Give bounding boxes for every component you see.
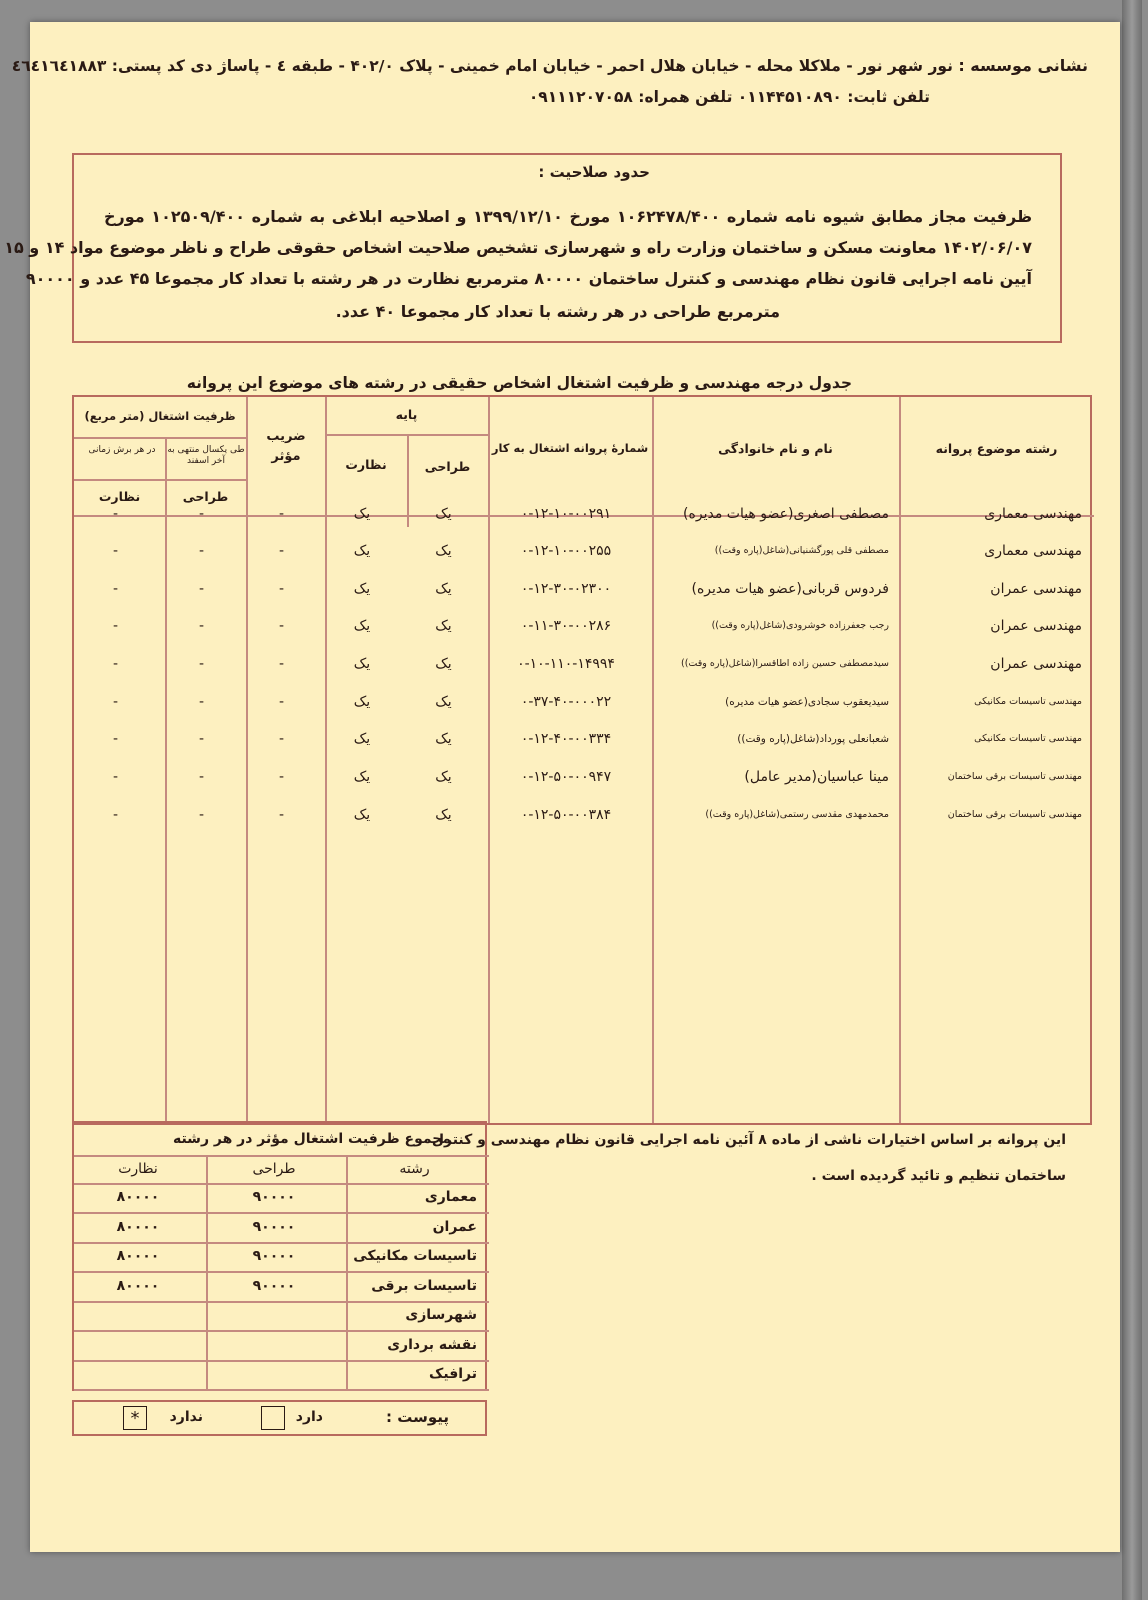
cell-field: مهندسی تاسیسات برقی ساختمان: [947, 771, 1082, 782]
table-row: [74, 687, 1090, 717]
address-line: [12, 56, 1088, 75]
summary-col-design: طراحی: [252, 1161, 296, 1177]
limits-title: حدود صلاحیت :: [538, 163, 650, 181]
attachment-has-label: دارد: [295, 1409, 323, 1425]
cell-design: یک: [435, 656, 452, 672]
summary-cell-supervision: ۸۰۰۰۰: [116, 1189, 160, 1205]
cell-coef: -: [278, 543, 285, 559]
summary-row: [74, 1301, 485, 1329]
cell-name: مینا عباسیان(مدیر عامل): [744, 769, 889, 785]
cell-cap-supervision: -: [112, 618, 119, 634]
attachment-has-checkbox[interactable]: [261, 1406, 285, 1430]
summary-cell-field: ترافیک: [429, 1366, 477, 1382]
header-grade: پایه: [395, 407, 418, 422]
table-row: [74, 499, 1090, 529]
cell-design: یک: [435, 543, 452, 559]
license-page: [4, 22, 1120, 1552]
header-license: شمارۀ پروانه اشتغال به کار: [491, 441, 649, 455]
cell-supervision: یک: [353, 506, 371, 522]
cell-license: ۰-۱۲-۳۰-۰۲۳۰۰: [520, 581, 612, 597]
cell-name: مصطفی قلی پورگشنیانی(شاغل(پاره وقت)): [714, 545, 889, 556]
table-row: [74, 536, 1090, 566]
summary-cell-design: ۹۰۰۰۰: [252, 1277, 296, 1294]
cell-name: سیدیعقوب سجادی(عضو هیات مدیره): [725, 696, 889, 708]
cell-cap-design: -: [198, 731, 205, 747]
cell-cap-supervision: -: [112, 656, 119, 672]
cell-coef: -: [278, 506, 285, 522]
header-coef: ضریب مؤثر: [266, 429, 306, 464]
cell-cap-supervision: -: [112, 807, 119, 823]
phone-line: [529, 88, 930, 106]
cell-license: ۰-۱۰-۱۱۰-۱۴۹۹۴: [517, 656, 615, 672]
summary-cell-field: تاسیسات برقی: [371, 1277, 477, 1294]
cell-coef: -: [278, 807, 285, 823]
cell-field: مهندسی معماری: [984, 543, 1082, 559]
engineers-table: [72, 395, 1092, 1125]
header-field: رشته موضوع پروانه: [935, 441, 1058, 456]
summary-cell-design: [204, 1331, 344, 1359]
note-line-2: ساختمان تنظیم و تائید گردیده است .: [811, 1168, 1066, 1184]
cell-cap-design: -: [198, 581, 205, 597]
cell-license: ۰-۱۲-۱۰-۰۰۲۹۱: [520, 506, 612, 522]
summary-cell-field: عمران: [432, 1218, 477, 1235]
table-row: [74, 724, 1090, 754]
cell-coef: -: [278, 618, 285, 634]
limits-line-1: ظرفیت مجاز مطابق شیوه نامه شماره ۱۰۶۲۴۷۸/۴۰۰ مورخ ۱۳۹۹/۱۲/۱۰ و اصلاحیه ابلاغی به شماره ۱۰۲۵۰۹/۴۰۰ مورخ: [104, 207, 1033, 226]
cell-cap-design: -: [198, 543, 205, 559]
summary-col-supervision: نظارت: [118, 1161, 158, 1177]
phone-value: ۰۱۱۴۴۵۱۰۸۹۰: [737, 88, 842, 106]
address-label: نشانی موسسه :: [958, 56, 1088, 75]
summary-header-row: [74, 1155, 485, 1183]
summary-cell-supervision: [72, 1360, 204, 1388]
summary-cell-field: شهرسازی: [405, 1307, 477, 1323]
cell-supervision: یک: [353, 694, 371, 710]
cell-license: ۰-۱۱-۳۰-۰۰۲۸۶: [520, 618, 612, 634]
cell-coef: -: [278, 731, 285, 747]
cell-name: محمدمهدی مقدسی رستمی(شاغل(پاره وقت)): [705, 809, 889, 820]
summary-row: [74, 1331, 485, 1359]
summary-row: [74, 1183, 485, 1211]
cell-coef: -: [278, 581, 285, 597]
cell-supervision: یک: [353, 807, 371, 823]
address-text: نور شهر نور - ملاکلا محله - خیابان هلال احمر - خیابان امام خمینی - پلاک ۴۰۲/۰ - طبقه ٤ - پاساژ دی کد پستی: ٤٦٤١٦٤١٨٨٣: [11, 57, 953, 75]
summary-cell-design: [204, 1301, 344, 1329]
cell-name: شعبانعلی پورداد(شاغل(پاره وقت)): [737, 733, 889, 745]
cell-name: رجب جعفرزاده خوشرودی(شاغل(پاره وقت)): [711, 620, 889, 631]
summary-row: [74, 1272, 485, 1300]
summary-cell-field: معماری: [424, 1189, 477, 1205]
header-cap-design: طراحی: [182, 489, 229, 504]
cell-design: یک: [435, 581, 452, 597]
summary-cell-supervision: [72, 1301, 204, 1329]
cell-license: ۰-۱۲-۵۰-۰۰۳۸۴: [520, 807, 612, 823]
table-row: [74, 611, 1090, 641]
cell-license: ۰-۱۲-۱۰-۰۰۲۵۵: [520, 543, 612, 559]
cell-supervision: یک: [353, 656, 371, 672]
cell-name: فردوس قربانی(عضو هیات مدیره): [691, 581, 889, 597]
phone-label: تلفن ثابت:: [847, 88, 930, 106]
header-cap-design-note: طی یکسال منتهی به آخر اسفند: [167, 445, 245, 466]
cell-cap-supervision: -: [112, 694, 119, 710]
cell-field: مهندسی معماری: [984, 506, 1082, 522]
summary-cell-design: ۹۰۰۰۰: [252, 1218, 296, 1235]
table-row: [74, 762, 1090, 792]
summary-cell-supervision: ۸۰۰۰۰: [116, 1218, 160, 1235]
cell-cap-supervision: -: [112, 581, 119, 597]
header-cap-supervision-note: در هر برش زمانی: [88, 445, 156, 455]
summary-row: [74, 1360, 485, 1388]
summary-cell-design: ۹۰۰۰۰: [252, 1248, 296, 1264]
cell-supervision: یک: [353, 618, 371, 634]
cell-supervision: یک: [353, 769, 371, 785]
summary-cell-supervision: [72, 1331, 204, 1359]
cell-field: مهندسی عمران: [990, 656, 1082, 672]
summary-cell-design: ۹۰۰۰۰: [252, 1189, 296, 1205]
cell-coef: -: [278, 694, 285, 710]
summary-cell-design: [204, 1360, 344, 1388]
cell-license: ۰-۳۷-۴۰-۰۰۰۲۲: [520, 694, 612, 710]
cell-cap-supervision: -: [112, 506, 119, 522]
competence-limits-box: [4, 153, 1062, 343]
cell-design: یک: [435, 506, 452, 522]
summary-cell-field: تاسیسات مکانیکی: [353, 1248, 477, 1264]
page-edge: [1122, 0, 1142, 1600]
cell-name: سیدمصطفی حسین زاده اطاقسرا(شاغل(پاره وقت)): [680, 658, 889, 669]
header-name: نام و نام خانوادگی: [718, 441, 833, 456]
cell-design: یک: [435, 618, 452, 634]
cell-supervision: یک: [353, 543, 371, 559]
cell-name: مصطفی اصغری(عضو هیات مدیره): [683, 506, 889, 522]
cell-coef: -: [278, 769, 285, 785]
limits-line-4: مترمربع طراحی در هر رشته با تعداد کار مجموعا ۴۰ عدد.: [335, 302, 780, 321]
summary-col-field: رشته: [399, 1161, 430, 1177]
table-row: [74, 574, 1090, 604]
cell-supervision: یک: [353, 581, 371, 597]
table-row: [74, 800, 1090, 830]
table-row: [74, 649, 1090, 679]
cell-field: مهندسی عمران: [990, 581, 1082, 597]
cell-field: مهندسی تاسیسات مکانیکی: [974, 733, 1082, 744]
cell-license: ۰-۱۲-۴۰-۰۰۳۳۴: [520, 731, 612, 747]
cell-cap-design: -: [198, 618, 205, 634]
cell-field: مهندسی عمران: [990, 618, 1082, 634]
cell-cap-supervision: -: [112, 543, 119, 559]
cell-cap-design: -: [198, 656, 205, 672]
cell-field: مهندسی تاسیسات مکانیکی: [974, 696, 1082, 707]
header-cap-supervision: نظارت: [98, 489, 141, 504]
cell-design: یک: [435, 694, 452, 710]
summary-cell-field: نقشه برداری: [387, 1336, 477, 1353]
cell-design: یک: [435, 807, 452, 823]
mobile-label: تلفن همراه:: [638, 88, 733, 106]
attachment-hasnot-label: ندارد: [169, 1409, 203, 1425]
cell-cap-supervision: -: [112, 731, 119, 747]
cell-design: یک: [435, 731, 452, 747]
note-line-1: این پروانه بر اساس اختیارات ناشی از ماده ۸ آئین نامه اجرایی قانون نظام مهندسی و کنترل: [431, 1132, 1066, 1148]
cell-cap-design: -: [198, 694, 205, 710]
cell-cap-supervision: -: [112, 769, 119, 785]
attachment-label: پیوست :: [385, 1408, 449, 1426]
header-grade-supervision: نظارت: [345, 457, 387, 472]
summary-row: [74, 1242, 485, 1270]
cell-license: ۰-۱۲-۵۰-۰۰۹۴۷: [520, 769, 612, 785]
attachment-box: [72, 1400, 487, 1436]
limits-line-3: آیین نامه اجرایی قانون نظام مهندسی و کنترل ساختمان ۸۰۰۰۰ مترمربع نظارت در هر رشته با تعداد کار مجموعا ۴۵ عدد و ۹۰۰۰۰: [25, 269, 1032, 288]
cell-cap-design: -: [198, 506, 205, 522]
attachment-hasnot-checkbox[interactable]: *: [123, 1406, 147, 1430]
cell-coef: -: [278, 656, 285, 672]
header-grade-design: طراحی: [424, 459, 471, 474]
header-capacity: ظرفیت اشتغال (متر مربع): [84, 409, 236, 423]
cell-cap-design: -: [198, 769, 205, 785]
cell-field: مهندسی تاسیسات برقی ساختمان: [947, 809, 1082, 820]
summary-cell-supervision: ۸۰۰۰۰: [116, 1277, 160, 1294]
cell-cap-design: -: [198, 807, 205, 823]
limits-line-2: ۱۴۰۲/۰۶/۰۷ معاونت مسکن و ساختمان وزارت راه و شهرسازی تشخیص صلاحیت اشخاص حقوقی طراح و ناظر موضوع مواد ۱۴ و ۱۵: [4, 238, 1032, 257]
summary-cell-supervision: ۸۰۰۰۰: [116, 1248, 160, 1264]
summary-title: مجموع ظرفیت اشتغال مؤثر در هر رشته: [172, 1131, 451, 1147]
table-title: جدول درجه مهندسی و ظرفیت اشتغال اشخاص حقیقی در رشته های موضوع این پروانه: [186, 374, 852, 392]
summary-table: [72, 1121, 487, 1391]
cell-design: یک: [435, 769, 452, 785]
cell-supervision: یک: [353, 731, 371, 747]
summary-row: [74, 1213, 485, 1241]
mobile-value: ۰۹۱۱۱۲۰۷۰۵۸: [528, 88, 633, 106]
